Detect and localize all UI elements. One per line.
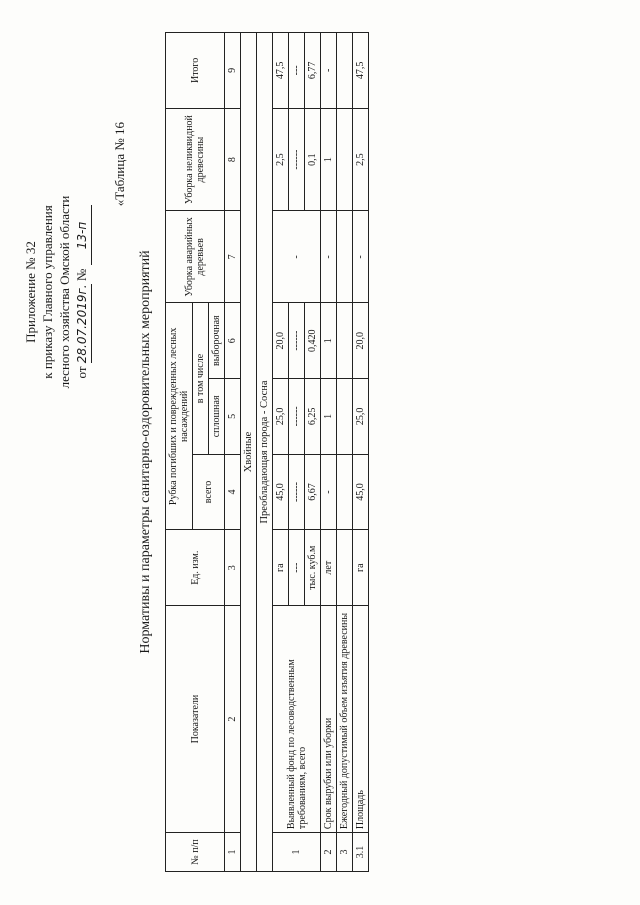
table-row: 1 Выявленный фонд по лесоводственным требованиям, всего га 45,0 25,0 20,0 - 2,5 47,5	[273, 33, 289, 872]
row-label: Площадь	[353, 606, 369, 833]
table-row: --- ------ ------ ------ ------ ---	[289, 33, 305, 872]
column-numbers-row: 1 2 3 4 5 6 7 8 9	[225, 33, 241, 872]
col-felling: Рубка погибших и поврежденных лесных насаждений	[166, 303, 193, 530]
col-including: в том числе	[193, 303, 209, 454]
section-pine: Преобладающая порода - Сосна	[257, 33, 273, 872]
table-row: 3 Ежегодный допустимый объем изъятия древесины	[337, 33, 353, 872]
order-line: к приказу Главного управления	[40, 205, 55, 379]
table-number: «Таблица № 16	[112, 122, 127, 207]
page-title: Нормативы и параметры санитарно-оздоровительных мероприятий	[138, 250, 153, 654]
col-indicator: Показатели	[166, 606, 225, 833]
row-label: Срок вырубки или уборки	[321, 606, 337, 833]
rotated-page	[20, 12, 620, 892]
norms-table	[165, 32, 369, 872]
appendix-line: Приложение № 32	[23, 241, 38, 343]
table-row: тыс. куб.м 6,67 6,25 0,420 0,1 6,77	[305, 33, 321, 872]
order-header	[22, 122, 92, 462]
section-row	[257, 33, 273, 872]
section-row	[241, 33, 257, 872]
row-label: Ежегодный допустимый объем изъятия древесины	[337, 606, 353, 833]
section-conifers: Хвойные	[241, 33, 257, 872]
date-line: от 28.07.2019г. № 13-п	[73, 122, 92, 462]
col-selective: выборочная	[209, 303, 225, 379]
department-line: лесного хозяйства Омской области	[57, 195, 72, 389]
col-total: всего	[193, 454, 225, 530]
col-illiquid: Уборка неликвидной древесины	[166, 108, 225, 211]
header-row	[166, 33, 193, 872]
col-clear: сплошная	[209, 379, 225, 455]
table-row: 2 Срок вырубки или уборки лет - 1 1 - 1 -	[321, 33, 337, 872]
col-no: № п/п	[166, 833, 225, 872]
col-unit: Ед. изм.	[166, 530, 225, 606]
order-date: 28.07.2019г.	[74, 284, 92, 363]
col-sum: Итого	[166, 33, 225, 109]
order-number: 13-п	[74, 206, 92, 266]
table-row: 3.1 Площадь га 45,0 25,0 20,0 - 2,5 47,5	[353, 33, 369, 872]
row-label: Выявленный фонд по лесоводственным требованиям, всего	[273, 606, 321, 833]
col-emergency: Уборка аварийных деревьев	[166, 211, 225, 303]
